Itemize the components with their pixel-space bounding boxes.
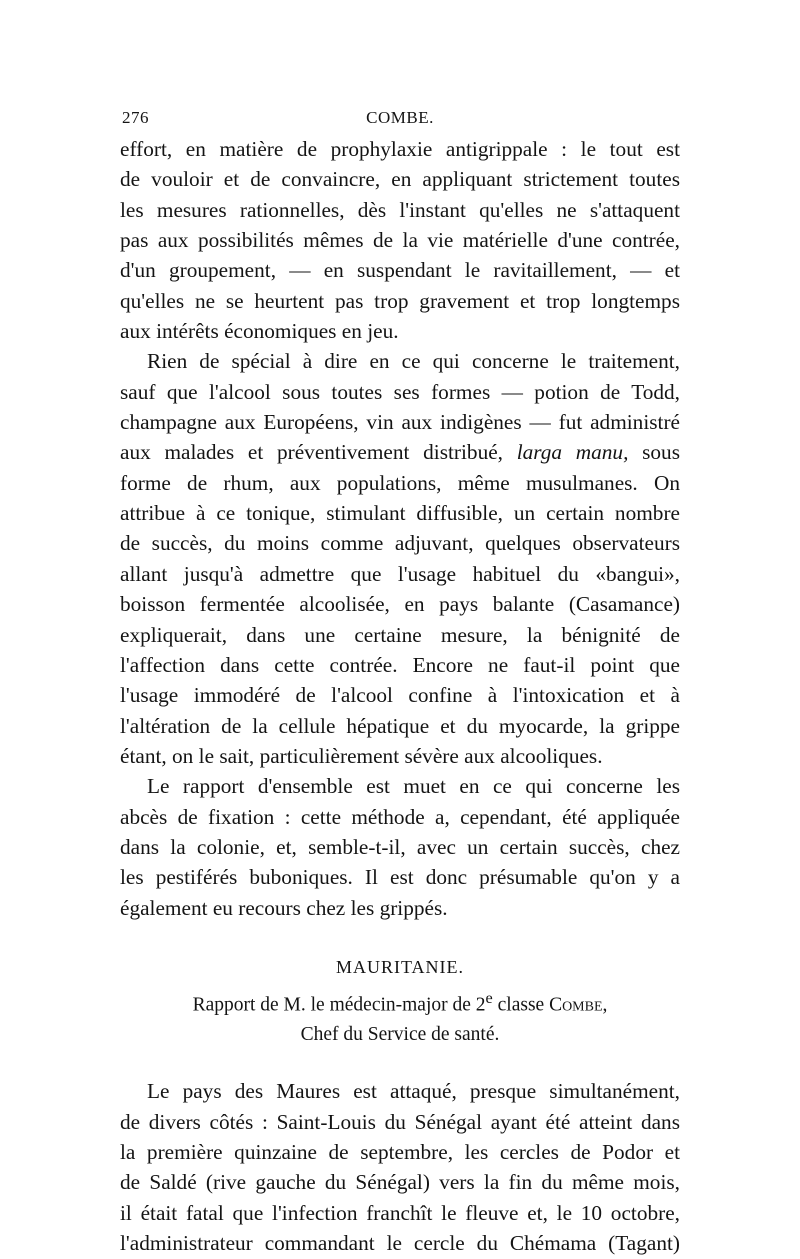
paragraph-mauritania [120, 1076, 680, 1258]
paragraph-fixation [120, 771, 680, 923]
running-title: COMBE. [366, 108, 434, 127]
book-page [120, 108, 680, 1259]
subtitle-text: classe [492, 994, 550, 1016]
text-line: pas aux possibilités mêmes de la vie matérielle d'une contrée, [120, 228, 680, 253]
text-line: aux intérêts économiques en jeu. [120, 319, 399, 344]
text-line: attribue à ce tonique, stimulant diffusible, un certain nombre [120, 501, 680, 526]
ordinal-superscript: e [485, 988, 493, 1007]
text-line: champagne aux Européens, vin aux indigènes — fut administré [120, 410, 680, 435]
text-line: de succès, du moins comme adjuvant, quelques observateurs [120, 531, 680, 556]
text-line: d'un groupement, — en suspendant le ravitaillement, — et [120, 258, 680, 283]
author-name: Combe [549, 994, 603, 1016]
text-line: l'affection dans cette contrée. Encore ne faut-il point que [120, 652, 680, 677]
text-line: l'administrateur commandant le cercle du Chémama (Tagant) [120, 1231, 680, 1256]
text-line: boisson fermentée alcoolisée, en pays balante (Casamance) [120, 592, 680, 617]
subtitle-text: Rapport de M. le médecin-major de 2 [192, 994, 486, 1016]
text-line: l'altération de la cellule hépatique et du myocarde, la grippe [120, 713, 680, 738]
text-segment: sous [628, 440, 680, 465]
text-line: également eu recours chez les grippés. [120, 895, 448, 920]
text-line: abcès de fixation : cette méthode a, cependant, été appliquée [120, 804, 680, 829]
subtitle-text: , [602, 994, 608, 1016]
text-line: sauf que l'alcool sous toutes ses formes — potion de Todd, [120, 379, 680, 404]
text-line: expliquerait, dans une certaine mesure, la bénignité de [120, 622, 680, 647]
subtitle-line: Chef du Service de santé. [300, 1024, 500, 1046]
italic-phrase: larga manu, [516, 440, 629, 465]
text-line: forme de rhum, aux populations, même musulmanes. On [120, 470, 680, 495]
text-line: Le pays des Maures est attaqué, presque simultanément, [147, 1079, 680, 1104]
text-line-with-italic [120, 437, 680, 467]
text-line: effort, en matière de prophylaxie antigrippale : le tout est [120, 137, 680, 161]
text-line: qu'elles ne se heurtent pas trop gravement et trop longtemps [120, 288, 680, 313]
text-segment: aux malades et préventivement distribué, [120, 440, 517, 465]
text-line: Rien de spécial à dire en ce qui concerne le traitement, [147, 349, 680, 374]
text-line: dans la colonie, et, semble-t-il, avec un certain succès, chez [120, 834, 680, 859]
running-head [120, 108, 680, 134]
section-subtitle [120, 983, 680, 1051]
subtitle-line [120, 983, 680, 1021]
text-line: les pestiférés buboniques. Il est donc présumable qu'on y a [120, 865, 680, 890]
text-line: étant, on le sait, particulièrement sévère aux alcooliques. [120, 743, 603, 768]
paragraph-continuation [120, 134, 680, 346]
text-line: il était fatal que l'infection franchît le fleuve et, le 10 octobre, [120, 1200, 680, 1225]
text-line: l'usage immodéré de l'alcool confine à l'intoxication et à [120, 683, 680, 708]
text-line: les mesures rationnelles, dès l'instant qu'elles ne s'attaquent [120, 197, 680, 222]
text-line: de vouloir et de convaincre, en appliquant strictement toutes [120, 167, 680, 192]
paragraph-treatment [120, 346, 680, 771]
text-line: la première quinzaine de septembre, les cercles de Podor et [120, 1140, 680, 1165]
text-line: de Saldé (rive gauche du Sénégal) vers la fin du même mois, [120, 1170, 680, 1195]
text-line: Le rapport d'ensemble est muet en ce qui concerne les [147, 774, 680, 799]
section-title: MAURITANIE. [335, 956, 465, 977]
text-line: allant jusqu'à admettre que l'usage habituel du «bangui», [120, 561, 680, 586]
text-line: de divers côtés : Saint-Louis du Sénégal ayant été atteint dans [120, 1109, 680, 1134]
page-number: 276 [122, 108, 149, 127]
